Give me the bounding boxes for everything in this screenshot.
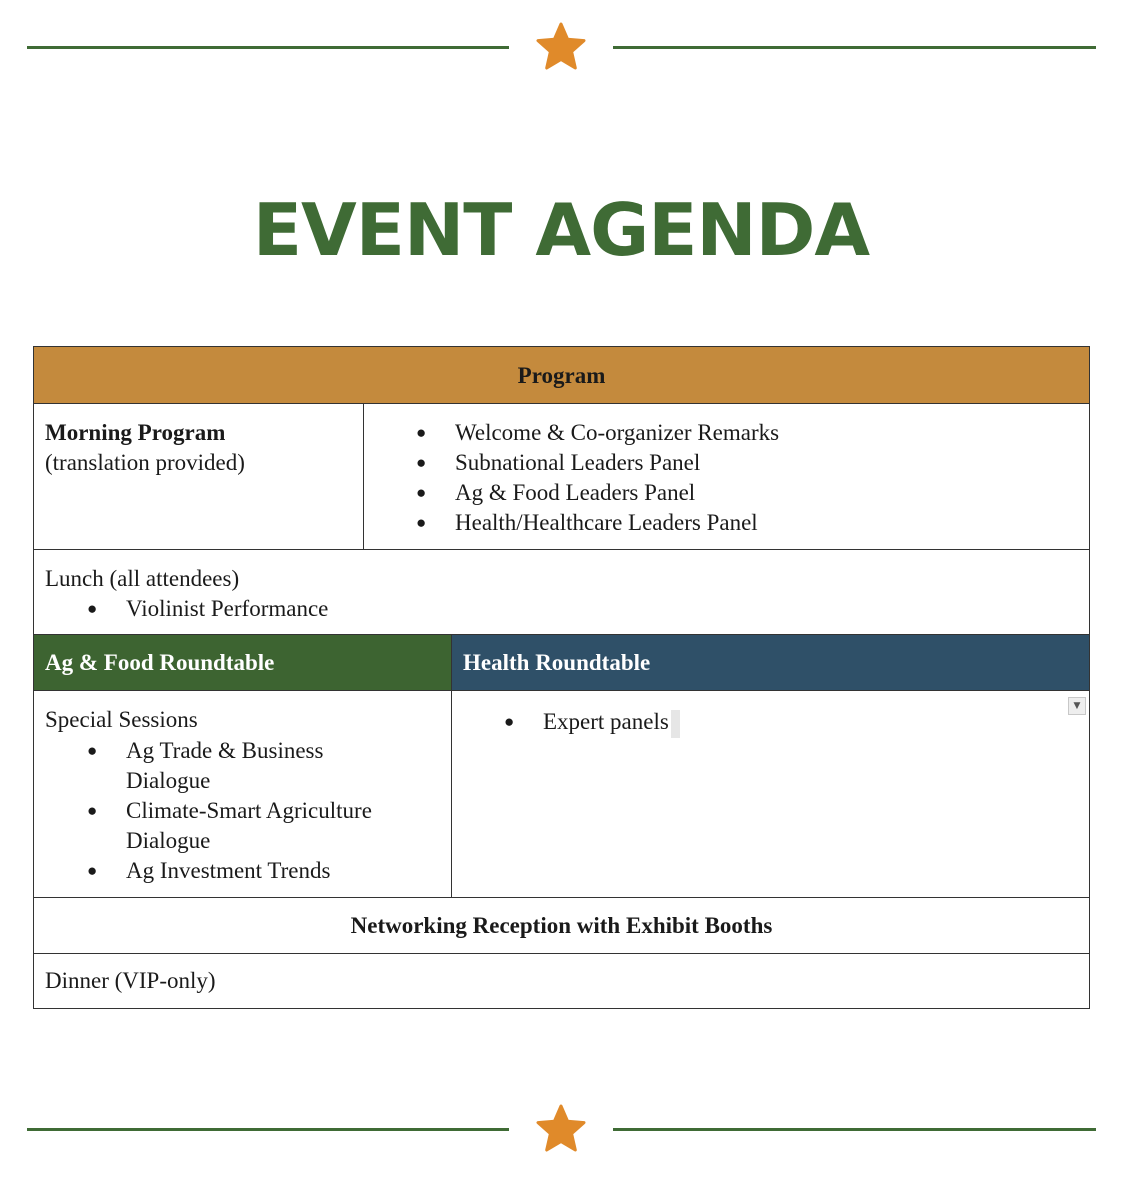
list-item: ● Climate-Smart Agriculture Dialogue <box>85 796 386 856</box>
health-sessions-list <box>502 707 1089 738</box>
lunch-title: Lunch (all attendees) <box>45 566 240 591</box>
divider-line-right <box>613 46 1096 49</box>
health-sessions-cell <box>452 691 1089 897</box>
morning-label-cell <box>34 404 364 549</box>
chevron-down-icon[interactable]: ▼ <box>1068 697 1086 715</box>
morning-title: Morning Program <box>45 420 226 445</box>
page-title: EVENT AGENDA <box>252 188 870 272</box>
list-item: ● Welcome & Co-organizer Remarks <box>414 418 1089 448</box>
morning-note: (translation provided) <box>45 450 245 475</box>
list-item: ● Ag Trade & Business Dialogue <box>85 736 386 796</box>
ag-sessions-list <box>85 736 451 886</box>
sessions-row <box>34 691 1089 898</box>
list-item <box>502 707 1089 738</box>
dinner-row: Dinner (VIP-only) <box>45 968 216 993</box>
text-cursor <box>671 710 680 738</box>
ag-sessions-cell <box>34 691 452 897</box>
list-item: ● Subnational Leaders Panel <box>414 448 1089 478</box>
bottom-divider <box>0 1100 1122 1160</box>
ag-sessions-title: Special Sessions <box>45 707 198 732</box>
divider-line-left <box>27 46 509 49</box>
list-item: ● Ag & Food Leaders Panel <box>414 478 1089 508</box>
lunch-row <box>34 550 1089 635</box>
morning-items-cell <box>364 404 1089 549</box>
star-icon <box>531 18 591 78</box>
health-roundtable-header: Health Roundtable <box>452 635 1089 690</box>
morning-list <box>414 418 1089 538</box>
divider-line-left <box>27 1128 509 1131</box>
roundtable-header-row <box>34 635 1089 691</box>
lunch-list <box>85 594 1089 624</box>
morning-row <box>34 404 1089 550</box>
agenda-table <box>33 346 1090 1009</box>
expert-panels-text: Expert panels <box>543 709 669 734</box>
ag-roundtable-header: Ag & Food Roundtable <box>34 635 452 690</box>
program-header: Program <box>34 347 1089 404</box>
list-item: ● Violinist Performance <box>85 594 1089 624</box>
networking-row: Networking Reception with Exhibit Booths <box>34 898 1089 954</box>
top-divider <box>0 18 1122 78</box>
star-icon <box>531 1100 591 1160</box>
list-item: ● Health/Healthcare Leaders Panel <box>414 508 1089 538</box>
divider-line-right <box>613 1128 1096 1131</box>
list-item: ● Ag Investment Trends <box>85 856 451 886</box>
